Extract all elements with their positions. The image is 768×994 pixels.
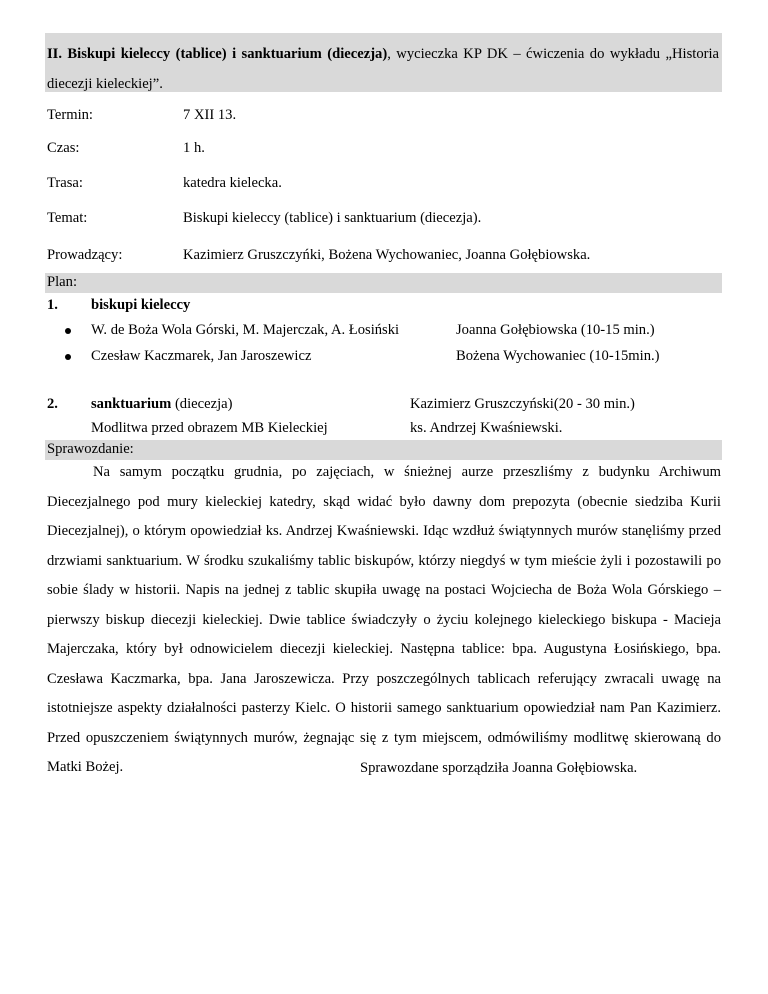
title-rest: , wycieczka KP DK – ćwiczenia do wykładu „Historia diecezji kieleckiej”. (47, 46, 720, 92)
bullet-dot (65, 328, 71, 334)
czas-label: Czas: (47, 140, 80, 156)
plan-item-2-sub-text: Modlitwa przed obrazem MB Kieleckiej (91, 420, 328, 436)
trasa-label: Trasa: (47, 175, 83, 191)
plan-item-1-bullet-2: Czesław Kaczmarek, Jan Jaroszewicz (91, 348, 312, 364)
termin-label: Termin: (47, 107, 93, 123)
prowadzacy-label: Prowadzący: (47, 247, 123, 263)
plan-label: Plan: (47, 274, 77, 290)
report-label: Sprawozdanie: (47, 441, 134, 457)
plan-item-2-sub-speaker: ks. Andrzej Kwaśniewski. (410, 420, 563, 436)
title-bold: II. Biskupi kieleccy (tablice) i sanktuarium (diecezja) (47, 46, 388, 62)
plan-item-1-number: 1. (47, 297, 58, 313)
trasa-value: katedra kielecka. (183, 175, 282, 191)
plan-item-2-title: sanktuarium (91, 396, 172, 412)
plan-item-2-title-line (91, 396, 232, 414)
temat-label: Temat: (47, 210, 88, 226)
plan-item-2-number: 2. (47, 396, 58, 412)
bullet-dot (65, 354, 71, 360)
plan-item-2-speaker: Kazimierz Gruszczyński(20 - 30 min.) (410, 396, 635, 412)
document-title (47, 39, 719, 99)
termin-value: 7 XII 13. (183, 107, 237, 123)
prowadzacy-value: Kazimierz Gruszczyńki, Bożena Wychowaniec, Joanna Gołębiowska. (183, 247, 591, 263)
czas-value: 1 h. (183, 140, 205, 156)
plan-item-1-bullet-2-speaker: Bożena Wychowaniec (10-15min.) (456, 348, 660, 364)
plan-section-bar (45, 273, 722, 293)
plan-item-1-title: biskupi kieleccy (91, 297, 191, 313)
plan-item-2-title-suffix: (diecezja) (171, 396, 233, 412)
temat-value: Biskupi kieleccy (tablice) i sanktuarium (diecezja). (183, 210, 482, 226)
signature: Sprawozdane sporządziła Joanna Gołębiowska. (360, 760, 638, 776)
plan-item-1-bullet-1: W. de Boża Wola Górski, M. Majerczak, A. Łosiński (91, 322, 400, 338)
report-section-bar (45, 440, 722, 460)
plan-item-1-bullet-1-speaker: Joanna Gołębiowska (10-15 min.) (456, 322, 655, 338)
report-body: Na samym początku grudnia, po zajęciach, w śnieżnej aurze przeszliśmy z budynku Archiwum Diecezjalnego pod mury kieleckiej katedry, skąd widać było dawny dom prepozyta (obecnie siedziba Kurii Diecezjalnej), o którym opowiedział ks. Andrzej Kwaśniewski. Idąc wzdłuż świątynnych murów stanęliśmy przed drzwiami sanktuarium. W środku szukaliśmy tablic biskupów, którzy niegdyś w tym mieście żyli i pozostawili po sobie ślady w historii. Napis na jednej z tablic skupiła uwagę na postaci Wojciecha de Boża Wola Górskiego – pierwszy biskup diecezji kieleckiej. Dwie tablice świadczyły o życiu kolejnego kieleckiego biskupa - Macieja Majerczaka, który był odnowicielem diecezji kieleckiej. Następna tablice: bpa. Augustyna Łosińskiego, bpa. Czesława Kaczmarka, bpa. Jana Jaroszewicza. Przy poszczególnych tablicach referujący zwracali uwagę na istotniejsze aspekty działalności pasterzy Kielc. O historii samego sanktuarium opowiedział nam Pan Kazimierz. Przed opuszczeniem świątynnych murów, żegnając się z tym miejscem, odmówiliśmy modlitwę skierowaną do Matki Bożej. (47, 464, 721, 775)
